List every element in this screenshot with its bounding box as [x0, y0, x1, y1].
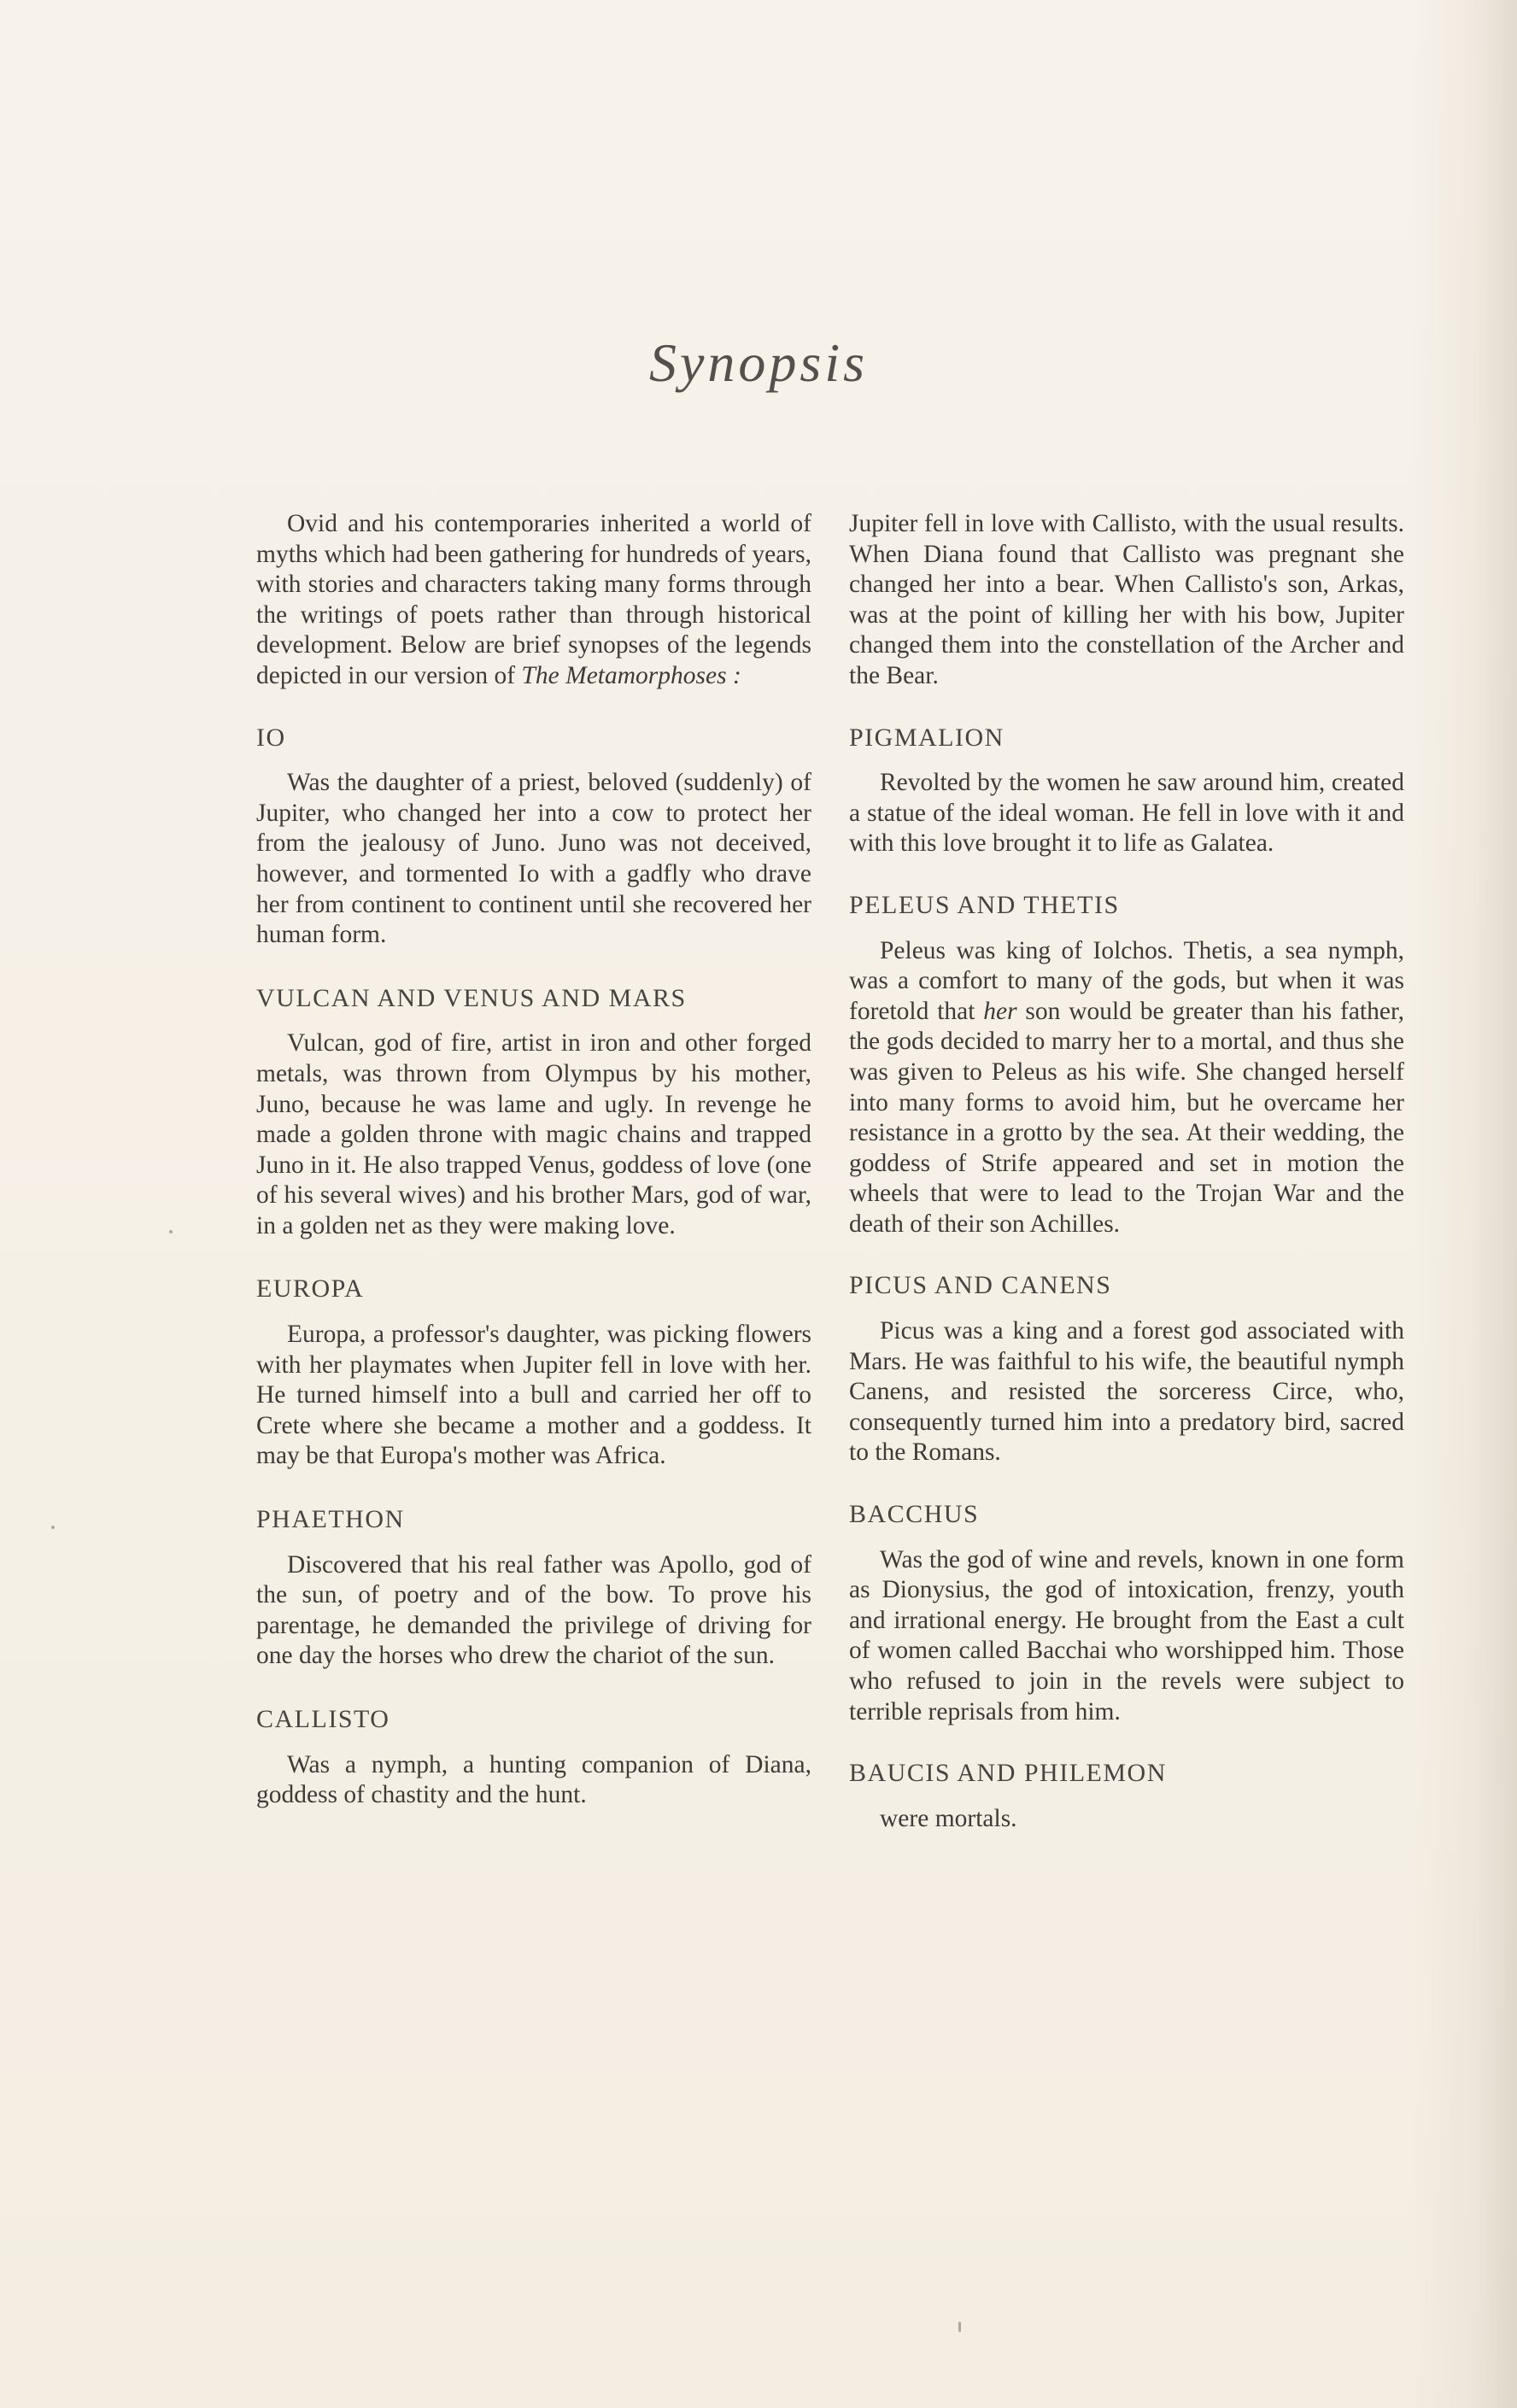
section-europa — [256, 1274, 811, 1472]
section-picus-canens — [849, 1270, 1404, 1468]
page-title: Synopsis — [649, 332, 868, 393]
section-peleus-thetis — [849, 890, 1404, 1240]
section-text: Was the god of wine and revels, known in one form as Dionysius, the god of intoxication, frenzy, youth and irrational energy. He brought from the East a cult of women called Bacchai who worshipped him. Those who refused to join in the revels were subject to terrible reprisals from him. — [849, 1545, 1404, 1725]
section-text: Was the daughter of a priest, beloved (suddenly) of Jupiter, who changed her into a cow to protect her from the jealousy of Juno. Juno was not deceived, however, and tormented Io with a gadfly who drave her from continent to continent until she recovered her human form. — [256, 769, 811, 949]
paper-speck — [169, 1230, 173, 1233]
section-baucis-philemon — [849, 1758, 1404, 1834]
section-heading: PELEUS AND THETIS — [849, 890, 1120, 919]
section-heading: BACCHUS — [849, 1500, 980, 1529]
section-callisto — [256, 1704, 811, 1811]
paper-speck — [958, 2322, 961, 2332]
section-heading: PHAETHON — [256, 1505, 405, 1534]
section-heading: VULCAN AND VENUS AND MARS — [256, 983, 687, 1012]
section-text — [849, 936, 1404, 1240]
section-heading: BAUCIS AND PHILEMON — [849, 1759, 1167, 1788]
section-heading: CALLISTO — [256, 1705, 390, 1733]
callisto-continuation: Jupiter fell in love with Callisto, with the usual results. When Diana found that Callisto was pregnant she changed her into a bear. When Callisto's son, Arkas, was at the point of killing her with his bow, Jupiter changed them into the constellation of the Archer and the Bear. — [849, 510, 1404, 689]
intro-book-title: The Metamorphoses : — [521, 661, 741, 689]
section-pigmalion — [849, 723, 1404, 859]
section-phaethon — [256, 1504, 811, 1672]
section-heading: PIGMALION — [849, 723, 1004, 752]
right-column — [849, 509, 1404, 1834]
section-heading: EUROPA — [256, 1274, 365, 1304]
section-text: Picus was a king and a forest god associated with Mars. He was faithful to his wife, the beautiful nymph Canens, and resisted the sorceress Circe, who, consequently turned him into a predatory bird, sacred to the Romans. — [849, 1317, 1404, 1467]
section-text: Discovered that his real father was Apollo, god of the sun, of poetry and of the bow. To prove his parentage, he demanded the privilege of driving for one day the horses who drew the chariot of the sun. — [256, 1550, 811, 1670]
section-text: Europa, a professor's daughter, was picking flowers with her playmates when Jupiter fell in love with her. He turned himself into a bull and carried her off to Crete where she became a mother and a goddess. It may be that Europa's mother was Africa. — [256, 1321, 811, 1470]
intro-text: Ovid and his contemporaries inherited a world of myths which had been gathering for hundreds of years, with stories and characters taking many forms through the writings of poets rather than through historical development. Below are brief synopses of the legends depicted in our version of — [256, 510, 811, 689]
intro-paragraph — [256, 509, 811, 692]
section-heading: IO — [256, 723, 286, 752]
section-io — [256, 723, 811, 951]
section-text-emphasis: her — [983, 997, 1017, 1025]
section-text: Revolted by the women he saw around him, created a statue of the ideal woman. He fell in love with it and with this love brought it to life as Galatea. — [849, 769, 1404, 858]
left-column — [256, 509, 811, 1811]
section-text-part: Peleus was king of Iolchos. Thetis, a sea nymph, was a comfort to many of the gods, but when it was foretold that — [849, 936, 1404, 1025]
section-heading: PICUS AND CANENS — [849, 1271, 1112, 1300]
paper-speck — [51, 1526, 55, 1529]
section-text-part: son would be greater than his father, the gods decided to marry her to a mortal, and thus she was given to Peleus as his wife. She changed herself into many forms to avoid him, but he overcame her resistance in a grotto by the sea. At their wedding, the goddess of Strife appeared and set in motion the wheels that were to lead to the Trojan War and the death of their son Achilles. — [849, 997, 1404, 1238]
section-text: Vulcan, god of fire, artist in iron and other forged metals, was thrown from Olympus by his mother, Juno, because he was lame and ugly. In revenge he made a golden throne with magic chains and trapped Juno in it. He also trapped Venus, goddess of love (one of his several wives) and his brother Mars, god of war, in a golden net as they were making love. — [256, 1029, 811, 1239]
section-vulcan-venus-mars — [256, 983, 811, 1242]
section-text: were mortals. — [880, 1804, 1017, 1832]
section-text: Was a nymph, a hunting companion of Diana, goddess of chastity and the hunt. — [256, 1750, 811, 1809]
section-bacchus — [849, 1499, 1404, 1727]
